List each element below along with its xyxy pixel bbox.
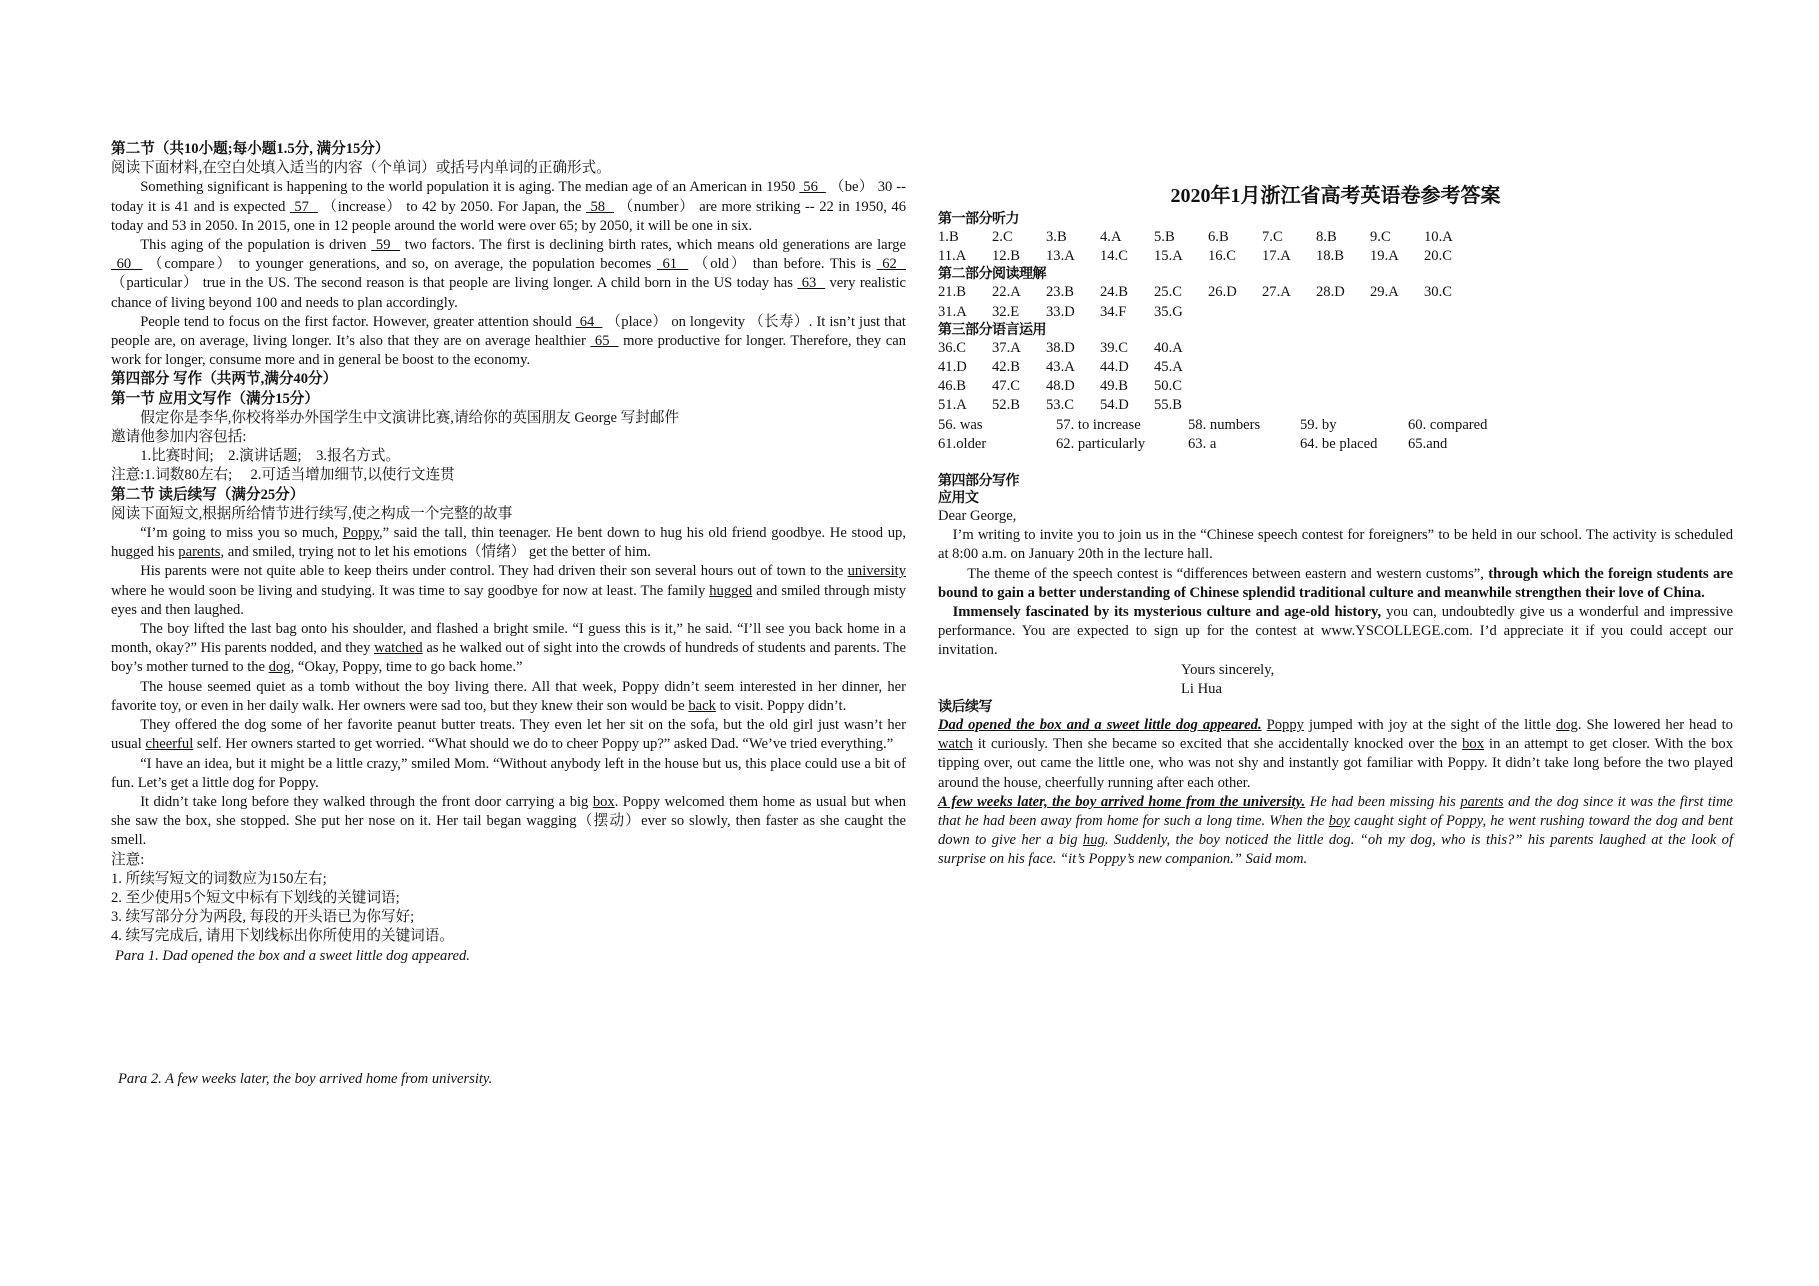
answer-row: 31.A 32.E 33.D 34.F 35.G [938, 303, 1183, 320]
blank-57[interactable]: 57 [289, 198, 318, 215]
passage-paragraph: Something significant is happening to the world population it is aging. The median age of an American in 1950 56 （be） 30 -- today it is 41 and is expected 57 （increase） to 42 by 2050. For Japan, the 58 （number） are more striking -- 22 in 1950, 46 today and 53 in 2050. In 2015, one in 12 people around the world were over 65; by 2050, it will be one in six. [111, 179, 907, 234]
blank-63[interactable]: 63 [797, 275, 826, 292]
para2-prompt: Para 2. A few weeks later, the boy arrived home from university. [118, 1071, 493, 1087]
story-paragraph: The house seemed quiet as a tomb without the boy living there. All that week, Poppy didn’t seem interested in her dinner, her favorite toy, or even in her daily walk. Her owners were sad too, but they knew their son would be back to visit. Poppy didn’t. [111, 678, 906, 714]
answer-row: 21.B 22.A 23.B 24.B 25.C 26.D 27.A 28.D 29.A 30.C [938, 284, 1452, 301]
task-description: 假定你是李华,你校将举办外国学生中文演讲比赛,请给你的英国朋友 George 写封邮件 [140, 409, 680, 426]
applied-writing-heading: 应用文 [938, 490, 979, 507]
answer-key-column [938, 183, 1733, 870]
answer-row: 11.A 12.B 13.A 14.C 15.A 16.C 17.A 18.B 19.A 20.C [938, 248, 1452, 265]
task-content-intro: 邀请他参加内容包括: [111, 429, 247, 446]
story-paragraph: “I’m going to miss you so much, Poppy,” said the tall, thin teenager. He bent down to hug his old friend goodbye. He stood up, hugged his parents, and smiled, trying not to let his emotions（情绪） get the better of him. [111, 525, 907, 561]
blank-62[interactable]: 62 [876, 256, 907, 273]
part4-heading: 第四部分 写作（共两节,满分40分） [111, 371, 338, 388]
blank-64[interactable]: 64 [575, 313, 603, 330]
section2-heading: 第二节 读后续写（满分25分） [111, 486, 305, 503]
story-paragraph: His parents were not quite able to keep theirs under control. They had driven their son several hours out of town to the university where he would soon be living and studying. It was time to say goodbye for now at least. The family hugged and smiled through misty eyes and then laughed. [111, 563, 906, 618]
section1-heading: 第一节 应用文写作（满分15分） [111, 390, 319, 407]
blank-60[interactable]: 60 [111, 256, 143, 273]
letter-closing: Yours sincerely, [1181, 661, 1275, 678]
part1-heading: 第一部分听力 [938, 211, 1019, 227]
letter-paragraph: Immensely fascinated by its mysterious culture and age-old history, you can, undoubtedly give us a wonderful and impressive performance. You are expected to sign up for the contest at www.YSCOLLEGE.com. I’d appreciate it if you could accept our invitation. [938, 604, 1733, 659]
continuation-paragraph-1: Dad opened the box and a sweet little dog appeared. Poppy jumped with joy at the sight of the little dog. She lowered her head to watch it curiously. Then she became so excited that she accidentally knocked over the box in an attempt to get closer. With the box tipping over, out came the little one, who was not shy and instantly got familiar with Poppy. It didn’t take long before the two played around the house, cheerfully running after each other. [938, 717, 1733, 791]
answer-row: 1.B 2.C 3.B 4.A 5.B 6.B 7.C 8.B 9.C 10.A [938, 229, 1453, 245]
notes [111, 851, 906, 947]
passage-paragraph: People tend to focus on the first factor. However, greater attention should 64 （place） on longevity （长寿）. It isn’t just that people are, on average, living longer. It’s also that they are on average healthier 65 more productive for longer. Therefore, they can work for longer, consume more and in general be boost to the economy. [111, 313, 906, 369]
story-paragraph: “I have an idea, but it might be a little crazy,” smiled Mom. “Without anybody left in the house but us, this place could use a bit of fun. Let’s get a little dog for Poppy. [111, 755, 906, 791]
letter-greeting: Dear George, [938, 508, 1017, 525]
note-item: 2. 至少使用5个短文中标有下划线的关键词语; [111, 889, 400, 906]
letter-paragraph: The theme of the speech contest is “differences between eastern and western customs”, through which the foreign students are bound to gain a better understanding of Chinese splendid traditional culture and meanwhile strengthen their love of China. [938, 565, 1733, 601]
answer-row: 51.A 52.B 53.C 54.D 55.B [938, 397, 1182, 414]
answer-row: 36.C 37.A 38.D 39.C 40.A [938, 339, 1183, 356]
continuation-heading: 读后续写 [938, 699, 992, 716]
answer-row: 41.D 42.B 43.A 44.D 45.A [938, 359, 1183, 376]
answer-row: 46.B 47.C 48.D 49.B 50.C [938, 378, 1182, 395]
story-paragraph: They offered the dog some of her favorite peanut butter treats. They even let her sit on the sofa, but the old girl just wasn’t her usual cheerful self. Her owners started to get worried. “What should we do to cheer Poppy up?” asked Dad. “We’ve tried everything.” [111, 717, 906, 753]
notes-title: 注意: [111, 851, 145, 868]
blank-58[interactable]: 58 [585, 198, 614, 215]
part4-heading: 第四部分写作 [938, 473, 1019, 490]
story-paragraph: The boy lifted the last bag onto his shoulder, and flashed a bright smile. “I guess this is it,” he said. “I’ll see you back home in a month, okay?” His parents nodded, and they watched as he walked out of sight into the crowds of hundreds of students and parents. The boy’s mother turned to the dog, “Okay, Poppy, time to go back home.” [111, 621, 906, 676]
blank-61[interactable]: 61 [656, 256, 689, 273]
letter-signature: Li Hua [1181, 680, 1222, 697]
section-heading: 第二节（共10小题;每小题1.5分, 满分15分） [111, 141, 390, 157]
part2-heading: 第二部分阅读理解 [938, 266, 1046, 283]
blank-59[interactable]: 59 [371, 237, 401, 254]
answer-key-title: 2020年1月浙江省高考英语卷参考答案 [1170, 185, 1501, 207]
letter-paragraph: I’m writing to invite you to join us in the “Chinese speech contest for foreigners” to be held in our school. The activity is scheduled at 8:00 a.m. on January 20th in the lecture hall. [938, 527, 1733, 563]
task-note: 注意:1.词数80左右; 2.可适当增加细节,以使行文连贯 [111, 467, 455, 484]
blank-56[interactable]: 56 [799, 179, 826, 196]
passage-paragraph: This aging of the population is driven 59 two factors. The first is declining birth rates, which means old generations are large 60 （compare） to younger generations, and so, on average, the population becomes 61 （old） than before. This is 62 （particular） true in the US. The second reason is that people are living longer. A child born in the US today has 63 very realistic chance of living beyond 100 and needs to plan accordingly. [111, 237, 907, 311]
instruction: 阅读下面材料,在空白处填入适当的内容（个单词）或括号内单词的正确形式。 [111, 160, 611, 177]
task-points: 1.比赛时间; 2.演讲话题; 3.报名方式。 [140, 448, 401, 465]
story-paragraph: It didn’t take long before they walked through the front door carrying a big box. Poppy welcomed them home as usual but when she saw the box, she stopped. She put her nose on it. Her tail began wagging（摆动）ever so slowly, then faster as she caught the smell. [111, 793, 907, 849]
answer-row: 61.older 62. particularly 63. a 64. be placed 65.and [938, 435, 1448, 452]
part3-heading: 第三部分语言运用 [938, 321, 1046, 338]
blank-65[interactable]: 65 [590, 333, 619, 350]
instruction: 阅读下面短文,根据所给情节进行续写,使之构成一个完整的故事 [111, 505, 513, 522]
note-item: 3. 续写部分分为两段, 每段的开头语已为你写好; [111, 909, 415, 926]
exam-left-column [111, 140, 906, 966]
note-item: 1. 所续写短文的词数应为150左右; [111, 870, 327, 887]
answer-row: 56. was 57. to increase 58. numbers 59. by 60. compared [938, 416, 1488, 433]
continuation-paragraph-2: A few weeks later, the boy arrived home from the university. He had been missing his parents and the dog since it was the first time that he had been away from home for such a long time. When the boy caught sight of Poppy, he went rushing toward the dog and bent down to give her a big hug. Suddenly, the boy noticed the little dog. “oh my dog, who is this?” his parents laughed at the look of surprise on his face. “it’s Poppy’s new companion.” Said mom. [938, 793, 1734, 868]
note-item: 4. 续写完成后, 请用下划线标出你所使用的关键词语。 [111, 928, 454, 945]
para1-prompt: Para 1. Dad opened the box and a sweet little dog appeared. [115, 947, 470, 964]
